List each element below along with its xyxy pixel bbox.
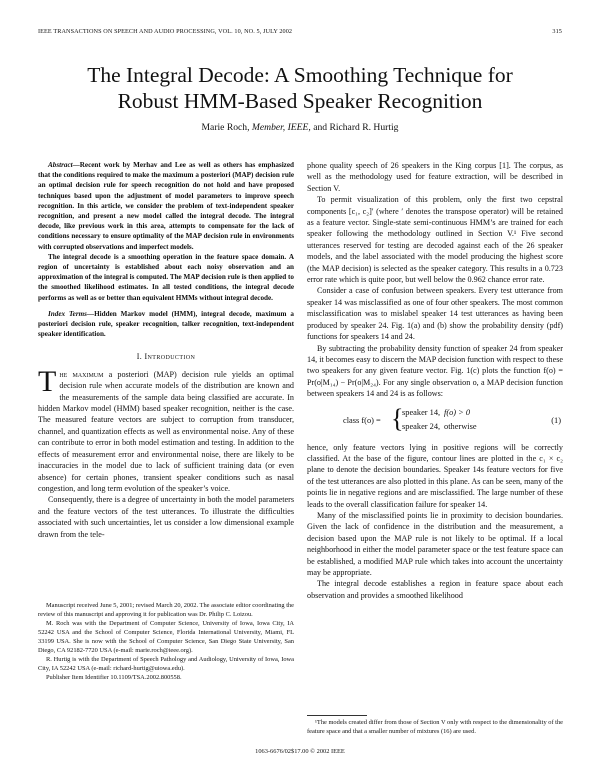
footnote-received: Manuscript received June 5, 2001; revised March 20, 2002. The associate editor coordinating the review of this manuscript and approving it for publication was Dr. Philip C. Loizou. bbox=[38, 602, 294, 618]
right-paragraph-visualization: To permit visualization of this problem, only the first two cepstral components [c₁, c₂]′ (where ′ denotes the transpose operator) will be retained as a feature vector. Single-state semi-continuous HMM’s are trained for each speaker following the methodology outlined in Section V.¹ Five second utterances reserved for testing are decoded against each of the 26 speaker models, and the label associated with the model producing the highest score (the MAP decision) is selected as the speaker category. This results in a 0.723 error rate which is quite poor, but well below the 0.962 chance error rate. bbox=[307, 195, 563, 285]
abstract-p2: The integral decode is a smoothing operation in the feature space domain. A region of uncertainty is established about each noisy observation and an approximation of the integral is computed. The MAP decision rule is then applied to the smoothed likelihood estimates. In all tested conditions, the integral decode performs as well as or better than equivalent HMMs without integral decode. bbox=[38, 252, 294, 302]
running-header bbox=[38, 28, 562, 35]
section-title: Introduction bbox=[144, 352, 196, 362]
equation-lhs: class f(o) = bbox=[343, 415, 381, 425]
right-paragraph-continued: phone quality speech of 26 speakers in the King corpus [1]. The corpus, as well as the methodology used for feature extraction, will be described in Section V. bbox=[307, 161, 563, 193]
abstract-text-1: Recent work by Merhav and Lee as well as others has emphasized that the conditions required to make the maximum a posteriori (MAP) decision rule an optimal decision rule for speech recognition do not hold and have proposed techniques based upon the adjustment of model parameters to improve speech recognition. In this article, we consider the problem of text-independent speaker recognition, and present a new model called the integral decode. The integral decode, like previous work in this area, attempts to compensate for the lack of conditions necessary to ensure optimality of the MAP decision rule in environments with corrupted observations and imperfect models. bbox=[38, 161, 294, 251]
intro-paragraph-1 bbox=[38, 364, 295, 494]
footnote-1: ¹The models created differ from those of Section V only with respect to the dimensionality of the feature space and that a smaller number of mixtures (16) are used. bbox=[307, 719, 563, 735]
title-line-1: The Integral Decode: A Smoothing Technique for bbox=[87, 63, 513, 87]
page-number: 315 bbox=[552, 28, 562, 35]
footnote-pii: Publisher Item Identifier 10.1109/TSA.2002.800558. bbox=[46, 674, 182, 681]
intro-first-words: he maximum bbox=[59, 369, 104, 379]
copyright-line: 1063-6676/02$17.00 © 2002 IEEE bbox=[255, 748, 345, 755]
equation-number: (1) bbox=[551, 415, 561, 425]
index-terms-label: Index Terms— bbox=[48, 309, 95, 318]
title-line-2: Robust HMM-Based Speaker Recognition bbox=[117, 89, 483, 113]
journal-name: IEEE TRANSACTIONS ON SPEECH AND AUDIO PROCESSING, VOL. 10, NO. 5, JULY 2002 bbox=[38, 28, 293, 35]
footnote-rule bbox=[307, 715, 367, 716]
author-2: and Richard R. Hurtig bbox=[313, 122, 399, 133]
abstract-p1 bbox=[38, 160, 294, 252]
section-numeral: I. bbox=[136, 352, 143, 362]
footnote-hurtig: R. Hurtig is with the Department of Speech Pathology and Audiology, University of Iowa, Iowa City, IA 52242 USA (e-mail: richard-hurtig@uiowa.edu). bbox=[38, 656, 294, 672]
footnote-roch: M. Roch was with the Department of Computer Science, University of Iowa, Iowa City, IA 52242 USA and the School of Computer Science, Florida International University, Miami, FL 33199 USA. She is now with the School of Computer Science, San Diego State University, San Diego, CA 92182-7720 USA (e-mail: marie.roch@ieee.org). bbox=[38, 620, 294, 654]
equation-condition-1: f(o) > 0 bbox=[444, 407, 471, 417]
intro-paragraph-2: Consequently, there is a degree of uncertainty in both the model parameters and the feature vectors of the test utterances. To illustrate the difficulties associated with such uncertainties, let us consider a low dimensional example drawn from the tele- bbox=[38, 495, 294, 539]
section-heading-introduction bbox=[38, 351, 294, 362]
equation-brace: { bbox=[391, 403, 404, 433]
equation-condition-2: otherwise bbox=[444, 421, 477, 431]
right-column bbox=[307, 160, 563, 601]
left-column bbox=[38, 160, 294, 540]
index-terms bbox=[38, 309, 294, 340]
abstract-label: Abstract— bbox=[48, 161, 80, 169]
author-1-membership: Member, IEEE, bbox=[251, 122, 311, 133]
drop-cap: T bbox=[38, 364, 57, 398]
intro-text-1: a posteriori (MAP) decision rule yields an optimal decision rule when accurate models of the distribution are known and the measurements of the sample data being classified are accurate. In hidden Markov model (HMM) based speaker recognition, neither is the case. The measured feature vectors are subject to corruption from transducer, channel, and quantization effects as well as environmental noise. Any of these can contribute to error in both model estimation and testing. In addition to the effects of measurement error and environmental noise, there are likely to be inaccuracies in the model due to lack of sufficient training data (or even absence) for certain phones, transient speaker conditions such as nasal congestion, and long term evolution of the speaker’s voice. bbox=[38, 369, 295, 493]
left-footnotes bbox=[38, 601, 294, 682]
equation-1 bbox=[307, 403, 563, 436]
equation-case-1: speaker 14, bbox=[402, 407, 441, 417]
right-paragraph-many: Many of the misclassified points lie in proximity to decision boundaries. Given the lack of confidence in the distribution and the measurement, a decision based upon the MAP rule is not likely to be optimal. If a local neighborhood in either the model parameter space or the test feature space can be established, a modified MAP rule which takes into account the uncertainty may be appropriate. bbox=[307, 510, 563, 577]
abstract bbox=[38, 160, 294, 303]
right-paragraph-integral: The integral decode establishes a region in feature space about each observation and provides a smoothed likelihood bbox=[307, 579, 563, 600]
index-terms-text: Hidden Markov model (HMM), integral decode, maximum a posteriori decision rule, speaker recognition, talker recognition, text-independent speaker identification. bbox=[38, 309, 294, 339]
paper-title bbox=[30, 62, 570, 114]
equation-case-2: speaker 24, bbox=[402, 421, 441, 431]
right-paragraph-subtract: By subtracting the probability density function of speaker 24 from speaker 14, it becomes easy to discern the MAP decision function with respect to these two speakers for any given feature vector. Fig. 1(c) plots the function f(o) = Pr(o|M₁₄) − Pr(o|M₂₄). For any single observation o, a MAP decision function between speakers 14 and 24 is as follows: bbox=[307, 343, 563, 399]
author-line bbox=[30, 122, 570, 133]
right-paragraph-confusion: Consider a case of confusion between speakers. Every test utterance from speaker 14 was misclassified as one of four other speakers. The most common misclassification was to mislabel speaker 14 test utterances as having been produced by speaker 24. Fig. 1(a) and (b) show the probability density (pdf) functions for speakers 14 and 24. bbox=[307, 286, 563, 342]
right-paragraph-hence: hence, only feature vectors lying in positive regions will be correctly classified. At the base of the figure, contour lines are plotted in the c₁ × c₂ plane to denote the decision boundaries. Speaker 14s feature vectors for five of the test utterances are also plotted in this plane. As can be seen, many of the points lie in negative regions and are misclassified. The large number of these leads to the overall classification failure for speaker 14. bbox=[307, 442, 563, 509]
author-1: Marie Roch, bbox=[201, 122, 250, 133]
